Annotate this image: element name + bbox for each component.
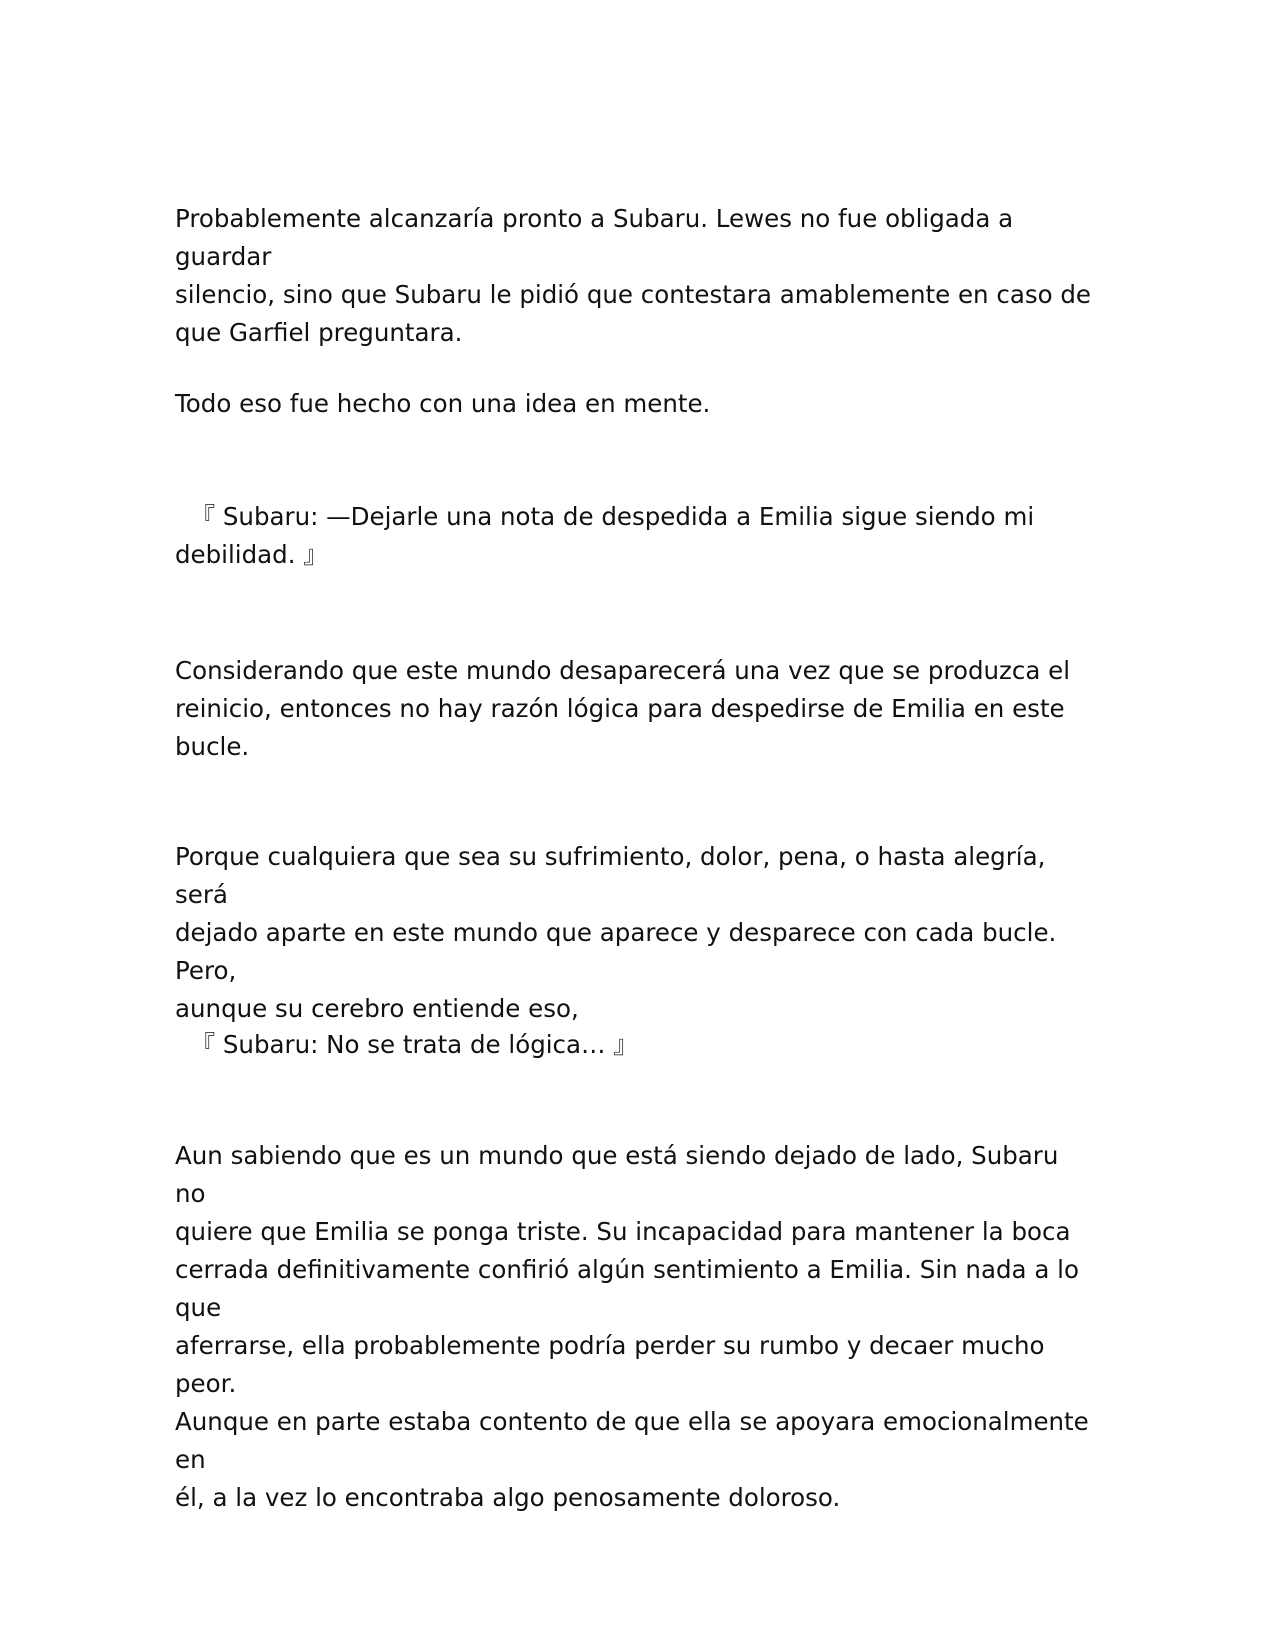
paragraph-line: 『 Subaru: No se trata de lógica… 』	[175, 1030, 638, 1059]
paragraph-line: 『 Subaru: —Dejarle una nota de despedida a Emilia sigue siendo mi	[175, 502, 1035, 531]
paragraph-1	[175, 200, 1095, 352]
paragraph-line: que Garfiel preguntara.	[175, 318, 463, 347]
paragraph-7	[175, 1137, 1095, 1517]
paragraph-4	[175, 652, 1095, 766]
paragraph-line: él, a la vez lo encontraba algo penosamente doloroso.	[175, 1483, 841, 1512]
paragraph-line: Porque cualquiera que sea su sufrimiento, dolor, pena, o hasta alegría, será	[175, 842, 1046, 909]
paragraph-line: cerrada definitivamente confirió algún sentimiento a Emilia. Sin nada a lo que	[175, 1255, 1079, 1322]
dialogue-quote-1	[175, 498, 1095, 574]
paragraph-line: Aun sabiendo que es un mundo que está siendo dejado de lado, Subaru no	[175, 1141, 1059, 1208]
paragraph-2	[175, 385, 1095, 423]
paragraph-line: bucle.	[175, 732, 250, 761]
paragraph-line: Todo eso fue hecho con una idea en mente.	[175, 389, 711, 418]
paragraph-line: quiere que Emilia se ponga triste. Su incapacidad para mantener la boca	[175, 1217, 1071, 1246]
paragraph-line: aunque su cerebro entiende eso,	[175, 994, 579, 1023]
paragraph-line: reinicio, entonces no hay razón lógica para despedirse de Emilia en este	[175, 694, 1065, 723]
paragraph-line: dejado aparte en este mundo que aparece y desparece con cada bucle. Pero,	[175, 918, 1057, 985]
paragraph-line: debilidad. 』	[175, 540, 328, 569]
paragraph-5	[175, 838, 1095, 1028]
dialogue-quote-2	[175, 1026, 1095, 1064]
paragraph-line: Aunque en parte estaba contento de que ella se apoyara emocionalmente en	[175, 1407, 1089, 1474]
paragraph-line: silencio, sino que Subaru le pidió que contestara amablemente en caso de	[175, 280, 1091, 309]
paragraph-line: aferrarse, ella probablemente podría perder su rumbo y decaer mucho peor.	[175, 1331, 1045, 1398]
paragraph-line: Probablemente alcanzaría pronto a Subaru. Lewes no fue obligada a guardar	[175, 204, 1014, 271]
paragraph-line: Considerando que este mundo desaparecerá una vez que se produzca el	[175, 656, 1071, 685]
